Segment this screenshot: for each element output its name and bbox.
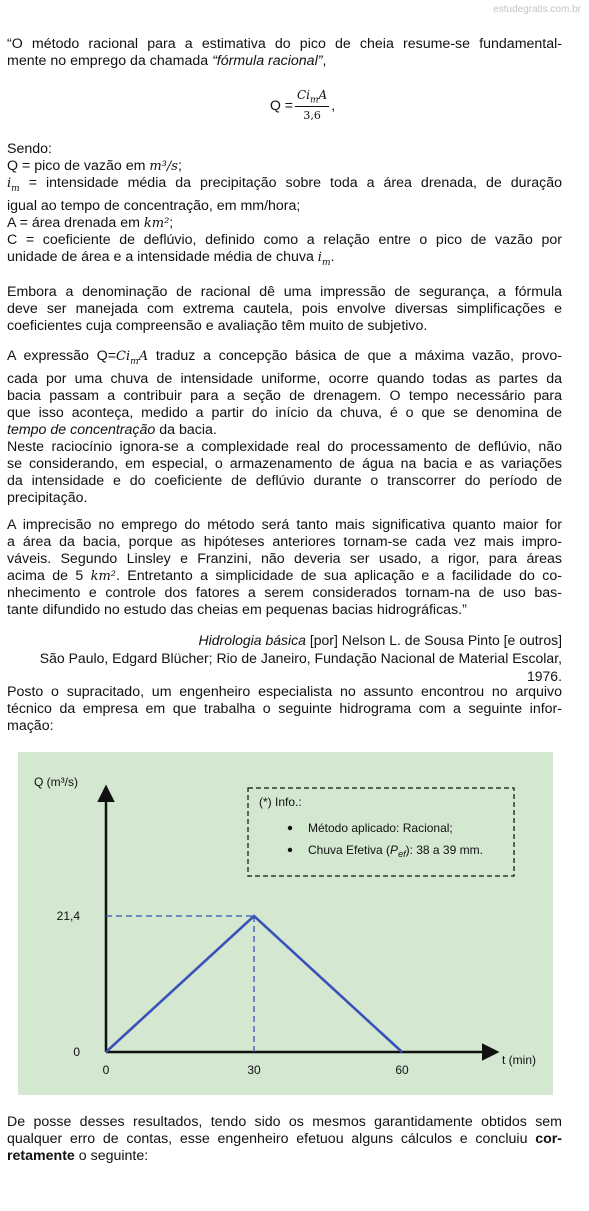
text-line: precipitação.	[7, 489, 88, 506]
text-line: coeficientes cuja compreensão e avaliação têm muito de subjetivo.	[7, 318, 428, 334]
text-line: qualquer erro de contas, esse engenheiro efetuou alguns cálculos e concluiu cor-	[7, 1131, 562, 1147]
definition-q: Q = pico de vazão em m³/s;	[7, 158, 182, 174]
formula-tail: ,	[331, 97, 336, 114]
quote-intro-line: mente no emprego da chamada “fórmula racional”,	[7, 53, 327, 69]
paragraph-imprecision	[7, 517, 562, 619]
formula-lhs: Q =	[270, 97, 293, 114]
definitions-title: Sendo:	[7, 141, 52, 157]
x-axis-label: t (min)	[502, 1053, 536, 1067]
info-item-rain: Chuva Efetiva $(P_{ef})$: 38 a 39 mm.	[308, 843, 483, 859]
reference-line-2: São Paulo, Edgard Blücher; Rio de Janeiro, Fundação Nacional de Material Escolar, 1976.	[39, 650, 562, 684]
x-tick-label: 30	[247, 1063, 261, 1077]
quote-intro	[7, 36, 562, 70]
text-line: Neste raciocínio ignora-se a complexidade real do processamento de deflúvio, não	[7, 438, 562, 455]
formula-fraction	[295, 88, 329, 122]
text-line: técnico da empresa em que trabalha o seguinte hidrograma com a seguinte infor-	[7, 701, 562, 717]
text-line: deve ser manejada com extrema cautela, pois envolve diversas simplificações e	[7, 301, 562, 317]
x-tick-label: 60	[395, 1063, 409, 1077]
text-line: que isso aconteça, medido a partir do início da chuva, é o que se denomina de	[7, 404, 562, 421]
text-line: nhecimento e controle dos fatores a serem considerados tornam-na de uso bas-	[7, 585, 562, 601]
definition-a: A = área drenada em km²;	[7, 214, 174, 231]
bullet-icon	[288, 848, 292, 852]
text-line: se considerando, em especial, o armazenamento de água na bacia e as variações	[7, 455, 562, 472]
definition-c-cont: unidade de área e a intensidade média de chuva $i_m$.	[7, 248, 335, 268]
formula-denominator: 3,6	[303, 109, 321, 123]
quote-intro-line: “O método racional para a estimativa do pico de cheia resume-se fundamental-	[7, 36, 562, 52]
text-line: De posse desses resultados, tendo sido os mesmos garantidamente obtidos sem	[7, 1114, 562, 1130]
x-tick-label: 0	[102, 1063, 110, 1077]
text-line: A expressão $Q=Ci_mA$ traduz a concepção básica de que a máxima vazão, provo-	[7, 348, 562, 367]
paragraph-caution	[7, 284, 562, 335]
text-line: A imprecisão no emprego do método será tanto mais significativa quanto maior for	[7, 517, 562, 533]
watermark: estudegratis.com.br	[493, 4, 581, 15]
y-tick-label: 0	[73, 1045, 80, 1059]
text-line: tempo de concentração da bacia.	[7, 421, 217, 438]
paragraph-concept	[7, 348, 562, 507]
definition-im-cont: igual ao tempo de concentração, em mm/hora;	[7, 197, 301, 214]
info-title: (*) Info.:	[259, 795, 302, 809]
definition-c: C = coeficiente de deflúvio, definido como a relação entre o pico de vazão por	[7, 231, 562, 248]
hydrograph-svg	[18, 752, 553, 1095]
text-line: mação:	[7, 718, 54, 734]
paragraph-hydrograph-intro	[7, 684, 562, 735]
text-line: a área da bacia, porque as hipóteses anteriores tornam-se cada vez mais impro-	[7, 534, 562, 550]
text-line: tante difundido no estudo das cheias em pequenas bacias hidrográficas.”	[7, 602, 467, 618]
formula-numerator: $Ci_mA$	[296, 88, 328, 106]
text-line: Posto o supracitado, um engenheiro especialista no assunto encontrou no arquivo	[7, 684, 562, 700]
formula-name: “fórmula racional”	[212, 53, 323, 69]
rational-formula	[270, 88, 335, 122]
reference-line-1: Hidrologia básica [por] Nelson L. de Sousa Pinto [e outros]	[198, 632, 562, 648]
paragraph-conclusion	[7, 1114, 562, 1165]
text-line: retamente o seguinte:	[7, 1148, 149, 1164]
text-line: bacia passam a contribuir para a seção de drenagem. O tempo necessário para	[7, 387, 562, 404]
text-line: váveis. Segundo Linsley e Franzini, não deveria ser usado, a rigor, para áreas	[7, 551, 562, 567]
text-line: Embora a denominação de racional dê uma impressão de segurança, a fórmula	[7, 284, 562, 300]
text-line: cada por uma chuva de intensidade uniforme, ocorre quando todas as partes da	[7, 370, 562, 387]
text-line: acima de 5 km². Entretanto a simplicidade de sua aplicação e a facilidade do co-	[7, 568, 562, 584]
y-axis-label: Q (m³/s)	[34, 775, 78, 789]
info-item-method: Método aplicado: Racional;	[308, 821, 453, 835]
hydrograph-chart	[18, 752, 553, 1095]
text-line: da intensidade e do coeficiente de deflúvio durante o transcorrer do período de	[7, 472, 562, 489]
bullet-icon	[288, 826, 292, 830]
definition-im: $i_m$ = intensidade média da precipitação sobre toda a área drenada, de duração	[7, 175, 562, 194]
definitions	[7, 141, 562, 272]
y-tick-label: 21,4	[56, 909, 80, 923]
bibliographic-reference	[7, 631, 562, 685]
